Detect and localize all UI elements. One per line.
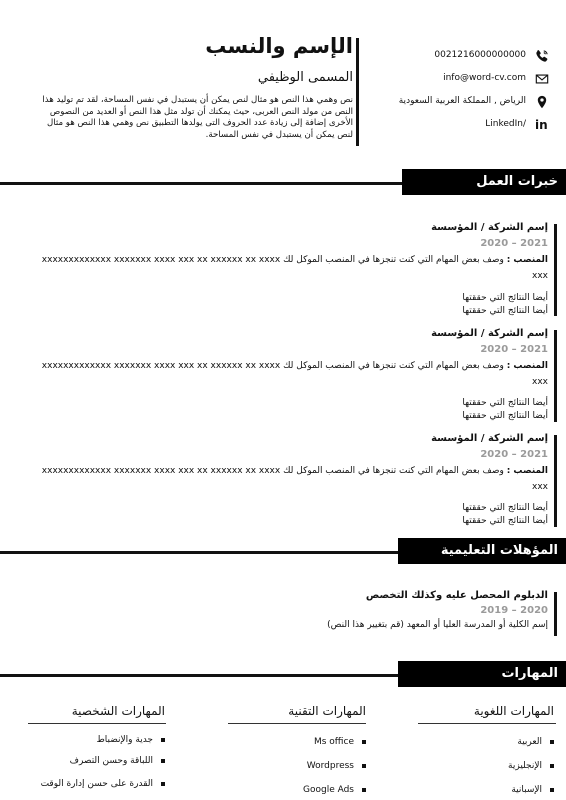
education-section-title: المؤهلات التعليمية xyxy=(398,538,566,564)
language-skills-title: المهارات اللغوية xyxy=(473,704,554,718)
skills-section-line xyxy=(0,674,398,677)
linkedin-icon: in xyxy=(535,118,548,132)
result-item: أيضا النتائج التي حققتها xyxy=(462,293,548,303)
school-name: إسم الكلية أو المدرسة العليا أو المعهد (قم بتغيير هذا النص) xyxy=(327,620,548,630)
language-skills-underline xyxy=(418,723,556,724)
phone-icon xyxy=(535,49,549,63)
contact-email-row xyxy=(0,72,566,86)
skill-item-label: الإنجليزية xyxy=(508,761,542,771)
experience-years: 2021 – 2020 xyxy=(480,344,548,355)
bullet-icon xyxy=(161,738,165,742)
address-text: الرياض , المملكة العربية السعودية xyxy=(398,96,526,106)
position-label: المنصب : xyxy=(506,255,548,265)
job-title: المسمى الوظيفي xyxy=(257,70,353,85)
skill-item-label: Wordpress xyxy=(306,761,354,771)
contact-address-row xyxy=(0,95,566,109)
location-pin-icon xyxy=(535,95,549,109)
personal-skills-title: المهارات الشخصية xyxy=(71,704,165,718)
education-years: 2020 – 2019 xyxy=(480,605,548,616)
contact-phone-row xyxy=(0,49,566,63)
result-item: أيضا النتائج التي حققتها xyxy=(462,503,548,513)
skill-item-label: Google Ads xyxy=(303,785,354,795)
skill-item xyxy=(96,735,165,745)
experience-description xyxy=(28,463,548,495)
skill-item xyxy=(517,737,554,747)
result-item: أيضا النتائج التي حققتها xyxy=(462,398,548,408)
skill-item xyxy=(41,779,165,789)
skills-section-title: المهارات xyxy=(398,661,566,687)
experience-bar xyxy=(554,435,557,527)
experience-years: 2021 – 2020 xyxy=(480,449,548,460)
skill-item xyxy=(70,756,165,766)
skill-item xyxy=(511,785,554,795)
position-label: المنصب : xyxy=(506,466,548,476)
skill-item xyxy=(307,761,366,771)
skill-item-label: القدرة على حسن إدارة الوقت xyxy=(40,779,153,789)
skill-item-label: الإسبانية xyxy=(511,785,542,795)
skill-item xyxy=(314,737,366,747)
company-name: إسم الشركة / المؤسسة xyxy=(431,222,548,233)
bullet-icon xyxy=(550,788,554,792)
email-text[interactable]: info@word-cv.com xyxy=(443,73,526,83)
skill-item-label: جدية والإنضباط xyxy=(96,735,153,745)
position-label: المنصب : xyxy=(506,361,548,371)
education-bar xyxy=(554,592,557,636)
skill-item-label: Ms office xyxy=(313,737,354,747)
company-name: إسم الشركة / المؤسسة xyxy=(431,328,548,339)
skill-item-label: اللباقة وحسن التصرف xyxy=(69,756,153,766)
intro-paragraph: نص وهمي هذا النص هو مثال لنص يمكن أن يستبدل في نفس المساحة، لقد تم توليد هذا النص من مولد النص العربى، حيث يمكنك أن تولد مثل هذا النص أو العديد من النصوص الأخرى إضافة إلى زيادة عدد الحروف التى يولدها التطبيق نص وهمي هذا النص هو مثال لنص يمكن أن يستبدل في نفس المساحة. xyxy=(42,95,353,140)
bullet-icon xyxy=(161,759,165,763)
experience-description xyxy=(28,358,548,390)
bullet-icon xyxy=(362,788,366,792)
education-section-line xyxy=(0,551,398,554)
bullet-icon xyxy=(362,740,366,744)
result-item: أيضا النتائج التي حققتها xyxy=(462,411,548,421)
experience-section-line xyxy=(0,182,402,185)
skill-item-label: العربية xyxy=(517,737,542,747)
experience-section-title: خبرات العمل xyxy=(402,169,566,195)
phone-text: 0021216000000000 xyxy=(434,50,526,60)
bullet-icon xyxy=(362,764,366,768)
company-name: إسم الشركة / المؤسسة xyxy=(431,433,548,444)
bullet-icon xyxy=(550,764,554,768)
technical-skills-title: المهارات التقنية xyxy=(288,704,366,718)
contact-linkedin-row xyxy=(0,118,566,132)
experience-bar xyxy=(554,224,557,316)
position-description: وصف بعض المهام التي كنت تنجزها في المنصب الموكل لك xxxxxxxxxxxxx xxxxxxx xxxx xxx xx xxxxxx xx xxxx xxx xyxy=(41,466,548,492)
result-item: أيضا النتائج التي حققتها xyxy=(462,516,548,526)
personal-skills-underline xyxy=(28,723,166,724)
experience-description xyxy=(28,252,548,284)
position-description: وصف بعض المهام التي كنت تنجزها في المنصب الموكل لك xxxxxxxxxxxxx xxxxxxx xxxx xxx xx xxxxxx xx xxxx xxx xyxy=(41,255,548,281)
bullet-icon xyxy=(550,740,554,744)
envelope-icon xyxy=(535,72,549,86)
degree-title: الدبلوم المحصل عليه وكذلك التخصص xyxy=(365,590,548,601)
linkedin-text[interactable]: LinkedIn/ xyxy=(485,119,526,129)
candidate-name: الإسم والنسب xyxy=(205,34,353,58)
position-description: وصف بعض المهام التي كنت تنجزها في المنصب الموكل لك xxxxxxxxxxxxx xxxxxxx xxxx xxx xx xxxxxx xx xxxx xxx xyxy=(41,361,548,387)
bullet-icon xyxy=(161,782,165,786)
experience-years: 2021 – 2020 xyxy=(480,238,548,249)
result-item: أيضا النتائج التي حققتها xyxy=(462,306,548,316)
skill-item xyxy=(303,785,366,795)
technical-skills-underline xyxy=(228,723,366,724)
skill-item xyxy=(508,761,554,771)
experience-bar xyxy=(554,330,557,422)
